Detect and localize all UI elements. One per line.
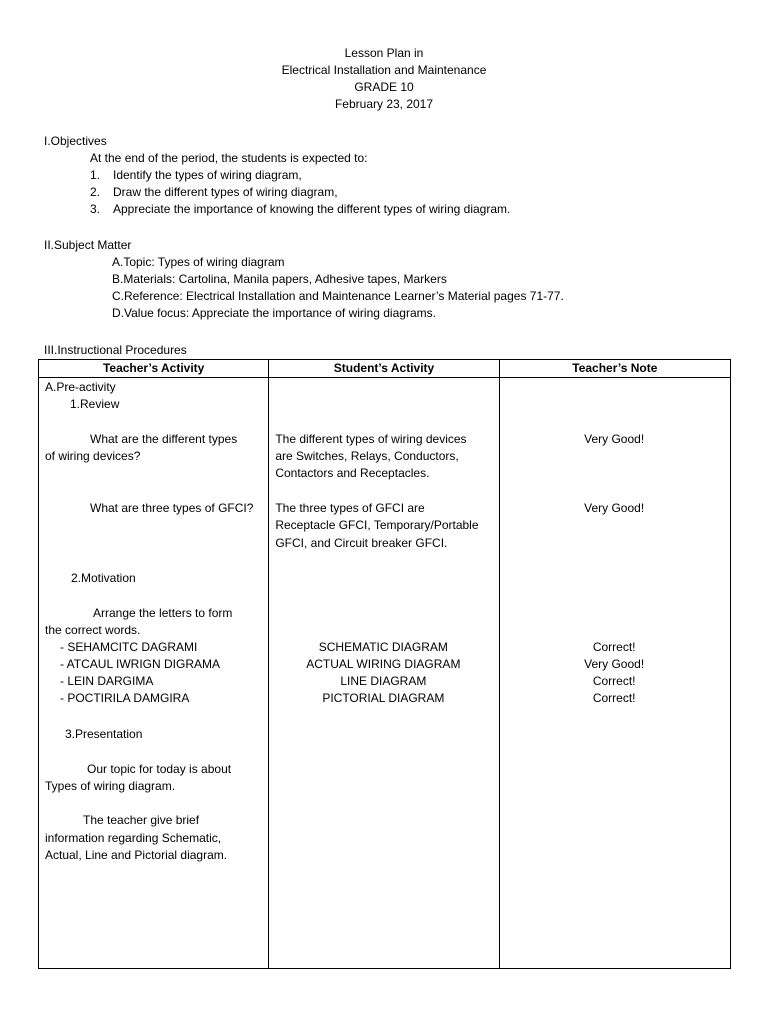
answer-2-line-1: The three types of GFCI are xyxy=(275,501,425,515)
review-label: 1.Review xyxy=(70,397,120,411)
subject-value-focus: D.Value focus: Appreciate the importance of wiring diagrams. xyxy=(112,306,436,320)
teacher-activity-cell xyxy=(39,378,269,969)
student-activity-cell xyxy=(269,378,499,969)
teacher-note-cell xyxy=(499,378,730,969)
objectives-intro: At the end of the period, the students is expected to: xyxy=(90,151,368,165)
arrange-line-1: Arrange the letters to form xyxy=(93,606,233,620)
unscrambled-answer: LINE DIAGRAM xyxy=(340,674,427,688)
scrambled-word: - ATCAUL IWRIGN DIGRAMA xyxy=(60,657,221,671)
objective-item: 3. Appreciate the importance of knowing the different types of wiring diagram. xyxy=(90,202,511,216)
unscrambled-answer: ACTUAL WIRING DIAGRAM xyxy=(306,657,461,671)
brief-line-3: Actual, Line and Pictorial diagram. xyxy=(45,848,228,862)
procedures-table xyxy=(38,359,731,969)
lesson-header xyxy=(0,45,768,113)
subject-topic: A.Topic: Types of wiring diagram xyxy=(112,255,285,269)
objectives-title: I.Objectives xyxy=(44,134,107,148)
topic-line-1: Our topic for today is about xyxy=(87,762,232,776)
question-1-line-2: of wiring devices? xyxy=(45,449,141,463)
answer-1-line-2: are Switches, Relays, Conductors, xyxy=(275,449,459,463)
answer-note: Very Good! xyxy=(584,657,645,671)
answer-note: Correct! xyxy=(592,691,636,705)
note-2: Very Good! xyxy=(584,501,645,515)
objectives-list xyxy=(90,167,510,218)
subject-matter-title: II.Subject Matter xyxy=(44,238,132,252)
table-header-row xyxy=(39,360,731,378)
scrambled-word: - SEHAMCITC DAGRAMI xyxy=(60,640,198,654)
answer-2-line-3: GFCI, and Circuit breaker GFCI. xyxy=(275,536,448,550)
pre-activity-label: A.Pre-activity xyxy=(45,380,116,394)
header-line-1: Lesson Plan in xyxy=(344,46,424,60)
subject-matter-list xyxy=(112,254,564,322)
objective-item: 2. Draw the different types of wiring diagram, xyxy=(90,185,338,199)
note-1: Very Good! xyxy=(584,432,645,446)
unscrambled-answer: PICTORIAL DIAGRAM xyxy=(322,691,445,705)
brief-line-1: The teacher give brief xyxy=(83,813,200,827)
table-body-row xyxy=(39,378,731,969)
brief-line-2: information regarding Schematic, xyxy=(45,831,222,845)
presentation-label: 3.Presentation xyxy=(65,727,143,741)
arrange-line-2: the correct words. xyxy=(45,623,141,637)
scrambled-word: - POCTIRILA DAMGIRA xyxy=(60,691,190,705)
answer-2-line-2: Receptacle GFCI, Temporary/Portable xyxy=(275,518,479,532)
motivation-label: 2.Motivation xyxy=(71,571,136,585)
answer-note: Correct! xyxy=(592,640,636,654)
answer-1-line-1: The different types of wiring devices xyxy=(275,432,467,446)
subject-reference: C.Reference: Electrical Installation and Maintenance Learner’s Material pages 71-77. xyxy=(112,289,564,303)
unscrambled-answer: SCHEMATIC DIAGRAM xyxy=(318,640,448,654)
procedures-title: III.Instructional Procedures xyxy=(44,343,187,357)
question-2: What are three types of GFCI? xyxy=(90,501,254,515)
header-line-2: Electrical Installation and Maintenance xyxy=(281,63,487,77)
header-teacher-activity: Teacher’s Activity xyxy=(39,360,269,378)
answer-note: Correct! xyxy=(592,674,636,688)
scrambled-word: - LEIN DARGIMA xyxy=(60,674,154,688)
answer-1-line-3: Contactors and Receptacles. xyxy=(275,466,430,480)
question-1-line-1: What are the different types xyxy=(90,432,238,446)
topic-line-2: Types of wiring diagram. xyxy=(45,779,176,793)
subject-materials: B.Materials: Cartolina, Manila papers, Adhesive tapes, Markers xyxy=(112,272,447,286)
objective-item: 1. Identify the types of wiring diagram, xyxy=(90,168,302,182)
header-line-4: February 23, 2017 xyxy=(334,97,434,111)
header-line-3: GRADE 10 xyxy=(354,80,414,94)
header-student-activity: Student’s Activity xyxy=(269,360,499,378)
header-teacher-note: Teacher’s Note xyxy=(499,360,730,378)
